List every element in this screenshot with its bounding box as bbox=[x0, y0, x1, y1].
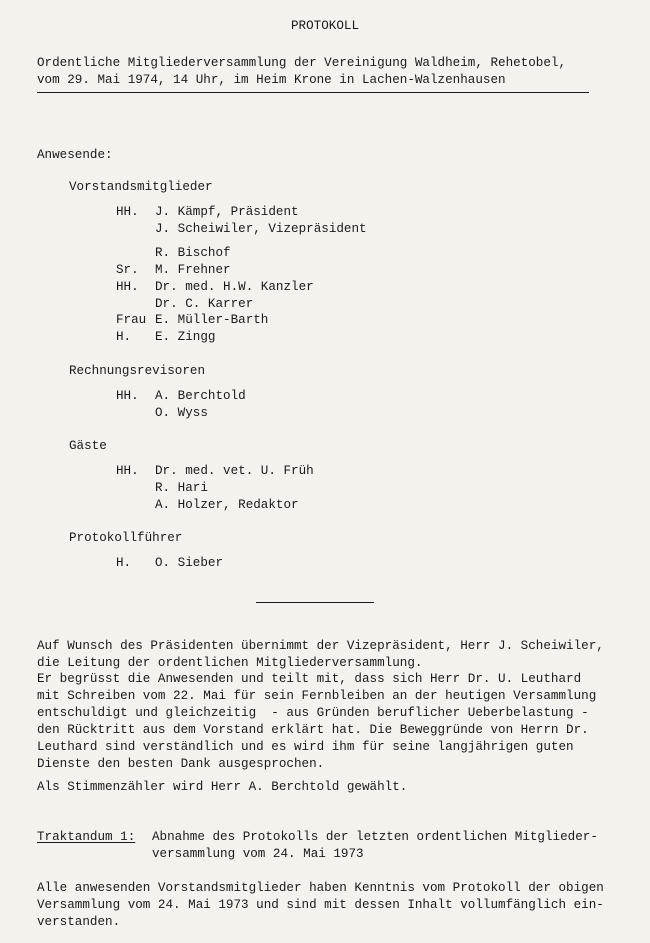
closing-line: Alle anwesenden Vorstandsmitglieder haben Kenntnis vom Protokoll der obigen bbox=[37, 881, 604, 895]
secretary-prefix: H. bbox=[116, 556, 132, 570]
board-member: E. Zingg bbox=[155, 330, 216, 344]
guest: Dr. med. vet. U. Früh bbox=[155, 464, 314, 478]
agenda-label: Traktandum 1: bbox=[37, 830, 136, 844]
board-member: J. Scheiwiler, Vizepräsident bbox=[155, 222, 367, 236]
agenda-title-line: Abnahme des Protokolls der letzten ordentlichen Mitglieder- bbox=[152, 830, 598, 844]
guest: A. Holzer, Redaktor bbox=[155, 498, 299, 512]
board-member: Dr. C. Karrer bbox=[155, 297, 254, 311]
auditor: O. Wyss bbox=[155, 406, 208, 420]
header-line-1: Ordentliche Mitgliederversammlung der Vereinigung Waldheim, Rehetobel, bbox=[37, 56, 567, 70]
auditor: A. Berchtold bbox=[155, 389, 246, 403]
auditor-prefix: HH. bbox=[116, 389, 139, 403]
body-line: Dienste den besten Dank ausgesprochen. bbox=[37, 757, 325, 771]
guest: R. Hari bbox=[155, 481, 208, 495]
body-line: die Leitung der ordentlichen Mitgliederversammlung. bbox=[37, 656, 423, 670]
body-line: Leuthard sind verständlich und es wird ihm für seine langjährigen guten bbox=[37, 740, 574, 754]
board-prefix: Sr. bbox=[116, 263, 139, 277]
board-prefix: H. bbox=[116, 330, 132, 344]
closing-line: Versammlung vom 24. Mai 1973 und sind mit dessen Inhalt vollumfänglich ein- bbox=[37, 898, 604, 912]
vote-counter-line: Als Stimmenzähler wird Herr A. Berchtold gewählt. bbox=[37, 780, 408, 794]
board-member: E. Müller-Barth bbox=[155, 313, 269, 327]
board-member: R. Bischof bbox=[155, 246, 231, 260]
board-prefix: HH. bbox=[116, 205, 139, 219]
body-line: Er begrüsst die Anwesenden und teilt mit, dass sich Herr Dr. U. Leuthard bbox=[37, 672, 582, 686]
guest-prefix: HH. bbox=[116, 464, 139, 478]
attendance-label: Anwesende: bbox=[37, 148, 113, 162]
board-member: J. Kämpf, Präsident bbox=[155, 205, 299, 219]
board-heading: Vorstandsmitglieder bbox=[69, 180, 213, 194]
header-rule bbox=[37, 92, 589, 93]
board-member: Dr. med. H.W. Kanzler bbox=[155, 280, 314, 294]
body-line: mit Schreiben vom 22. Mai für sein Fernbleiben an der heutigen Versammlung bbox=[37, 689, 597, 703]
agenda-title-line: versammlung vom 24. Mai 1973 bbox=[152, 847, 364, 861]
closing-line: verstanden. bbox=[37, 915, 121, 929]
board-member: M. Frehner bbox=[155, 263, 231, 277]
body-line: Auf Wunsch des Präsidenten übernimmt der Vizepräsident, Herr J. Scheiwiler, bbox=[37, 639, 604, 653]
body-line: den Rücktritt aus dem Vorstand erklärt hat. Die Beweggründe von Herrn Dr. bbox=[37, 723, 589, 737]
auditors-heading: Rechnungsrevisoren bbox=[69, 364, 206, 378]
secretary-heading: Protokollführer bbox=[69, 531, 183, 545]
board-prefix: HH. bbox=[116, 280, 139, 294]
section-divider bbox=[256, 602, 374, 603]
board-prefix: Frau bbox=[116, 313, 147, 327]
secretary: O. Sieber bbox=[155, 556, 224, 570]
guests-heading: Gäste bbox=[69, 439, 107, 453]
header-line-2: vom 29. Mai 1974, 14 Uhr, im Heim Krone in Lachen-Walzenhausen bbox=[37, 73, 506, 87]
body-line: entschuldigt und gleichzeitig - aus Gründen beruflicher Ueberbelastung - bbox=[37, 706, 589, 720]
document-title: PROTOKOLL bbox=[290, 19, 360, 33]
